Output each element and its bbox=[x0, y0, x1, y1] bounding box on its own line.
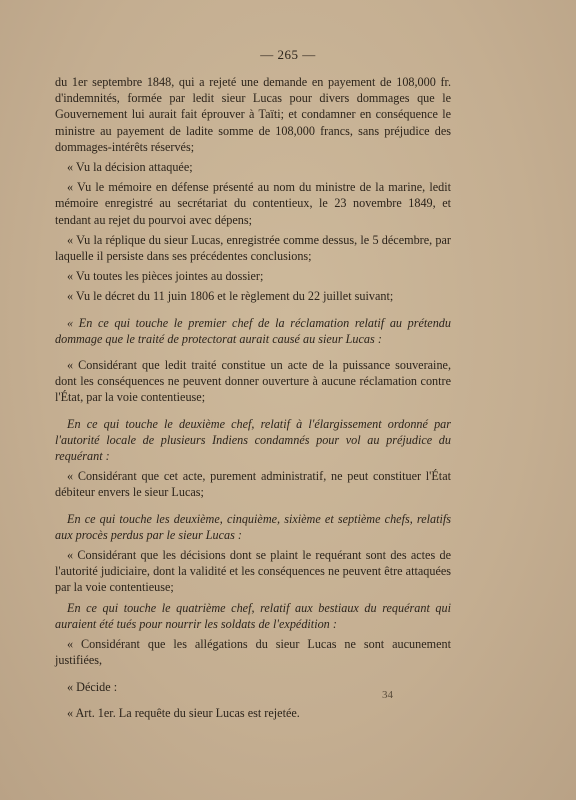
paragraph-9: En ce qui touche le deuxième chef, relatif à l'élargissement ordonné par l'autorité locale de plusieurs Indiens condamnés pour vol au préjudice du requérant : bbox=[55, 416, 451, 464]
paragraph-1: du 1er septembre 1848, qui a rejeté une demande en payement de 108,000 fr. d'indemnités, formée par ledit sieur Lucas pour divers dommages que le Gouvernement lui aurait fait éprouver à Taïti; et condamner en conséquence le ministre au payement de ladite somme de 108,000 francs, sans préjudice des dommages-intérêts réservés; bbox=[55, 75, 451, 154]
signature-mark: 34 bbox=[382, 689, 393, 701]
paragraph-2: « Vu la décision attaquée; bbox=[67, 160, 193, 175]
page-number: — 265 — bbox=[260, 47, 316, 62]
paragraph-12: « Considérant que les décisions dont se plaint le requérant sont des actes de l'autorité judiciaire, dont la validité et les conséquences ne peuvent être attaquées par la voie contentieuse; bbox=[55, 548, 451, 595]
paragraph-11: En ce qui touche les deuxième, cinquième, sixième et septième chefs, relatifs aux procès perdus par le sieur Lucas : bbox=[55, 511, 451, 542]
paragraph-5: « Vu toutes les pièces jointes au dossier; bbox=[67, 269, 264, 284]
paragraph-8: « Considérant que ledit traité constitue un acte de la puissance souveraine, dont les conséquences ne peuvent donner ouverture à aucune réclamation contre l'État, par la voie contentieuse; bbox=[55, 358, 451, 405]
paragraph-16: « Art. 1er. La requête du sieur Lucas est rejetée. bbox=[67, 705, 300, 720]
paragraph-3: « Vu le mémoire en défense présenté au nom du ministre de la marine, ledit mémoire enregistré au secrétariat du contentieux, le 23 novembre 1849, et tendant au rejet du pourvoi avec dépens; bbox=[55, 180, 451, 227]
paragraph-10: « Considérant que cet acte, purement administratif, ne peut constituer l'État débiteur envers le sieur Lucas; bbox=[55, 469, 451, 500]
body-text bbox=[55, 74, 451, 725]
paragraph-6: « Vu le décret du 11 juin 1806 et le règlement du 22 juillet suivant; bbox=[67, 289, 394, 304]
paragraph-13: En ce qui touche le quatrième chef, relatif aux bestiaux du requérant qui auraient été tués pour nourrir les soldats de l'expédition : bbox=[55, 600, 451, 631]
paragraph-4: « Vu la réplique du sieur Lucas, enregistrée comme dessus, le 5 décembre, par laquelle il persiste dans ses précédentes conclusions; bbox=[55, 232, 451, 264]
paragraph-14: « Considérant que les allégations du sieur Lucas ne sont aucunement justifiées, bbox=[55, 637, 451, 668]
paragraph-7: « En ce qui touche le premier chef de la réclamation relatif au prétendu dommage que le traité de protectorat aurait causé au sieur Lucas : bbox=[55, 315, 451, 346]
paragraph-15: « Décide : bbox=[67, 679, 118, 694]
